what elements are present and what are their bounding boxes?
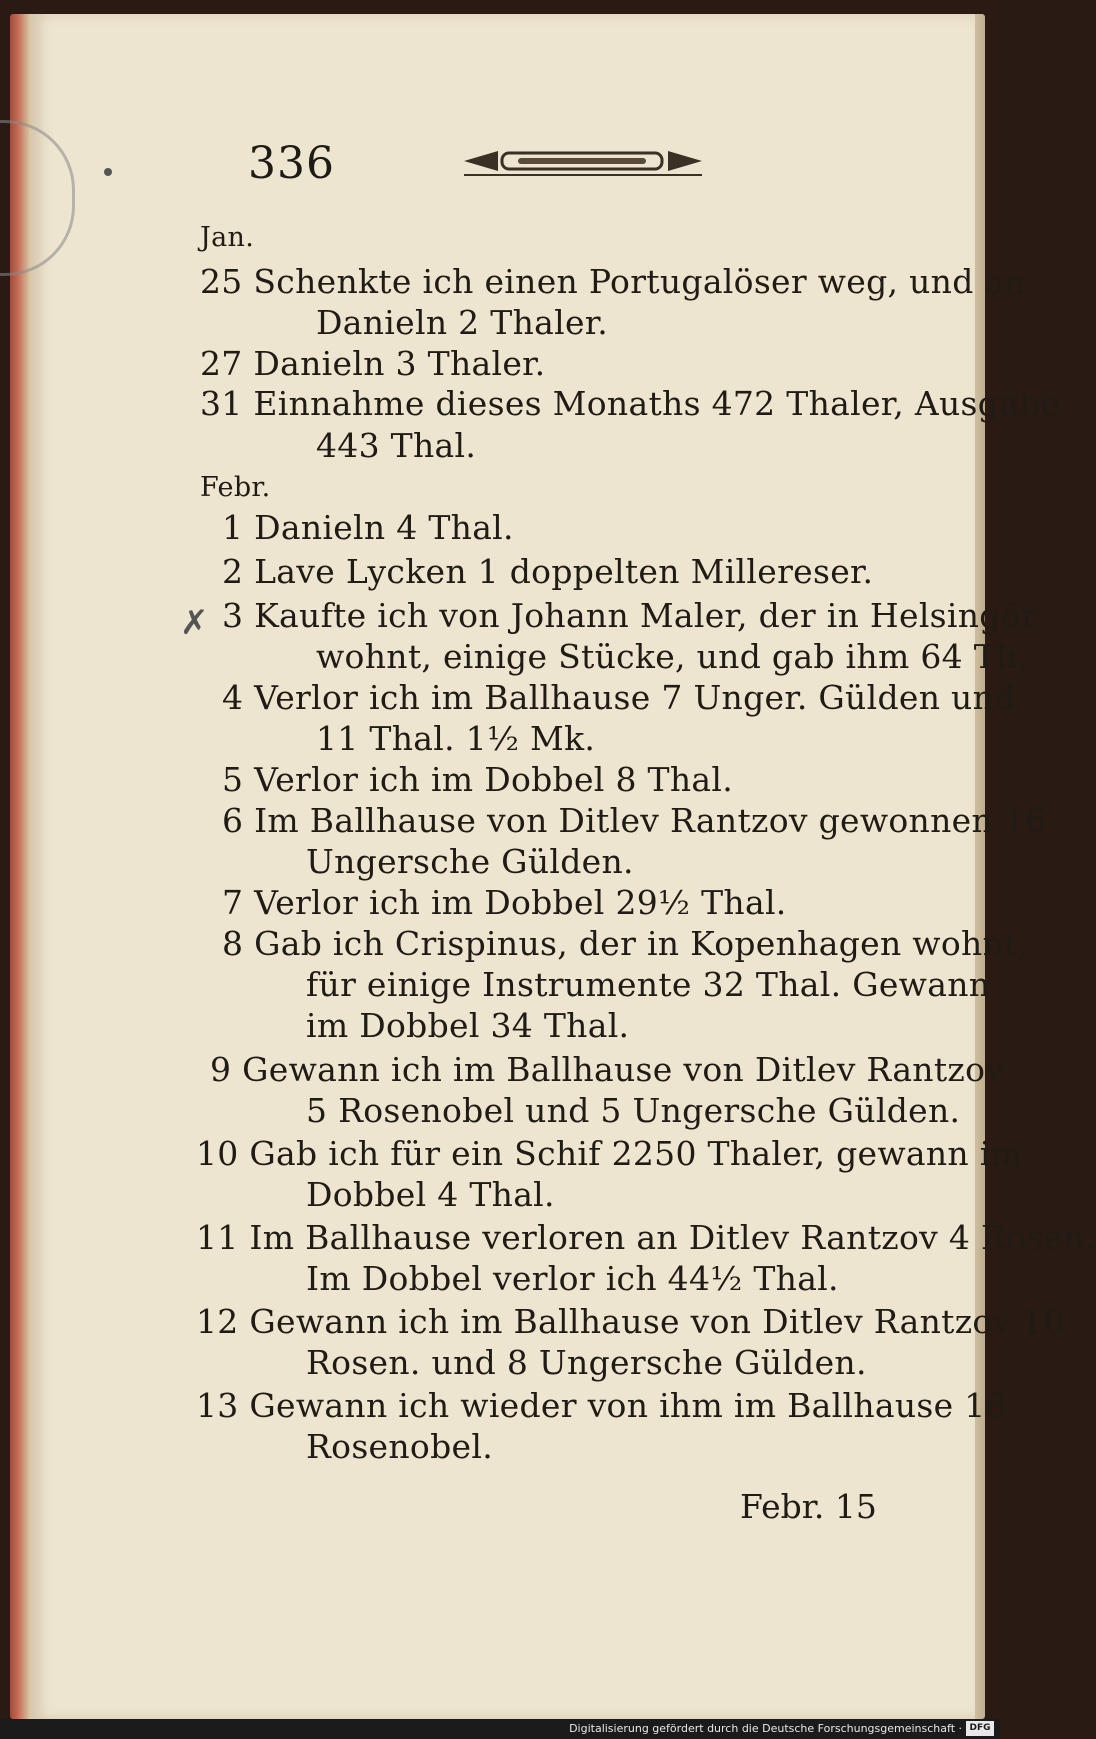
entry-line: 25 Schenkte ich einen Portugalöser weg, und an xyxy=(200,262,1026,301)
month-heading-febr: Febr. xyxy=(200,472,271,503)
entry-line: Dobbel 4 Thal. xyxy=(306,1175,555,1214)
page-number: 336 xyxy=(248,138,335,189)
ornament-rule xyxy=(458,145,708,177)
margin-mark: ✗ xyxy=(180,603,209,643)
entry-line: 11 Im Ballhause verloren an Ditlev Rantzov 4 Rosen. xyxy=(196,1218,1096,1257)
entry-line: Rosenobel. xyxy=(306,1427,493,1466)
entry-line: 2 Lave Lycken 1 doppelten Millereser. xyxy=(222,552,874,591)
entry-line: 1 Danieln 4 Thal. xyxy=(222,508,514,547)
entry-line: wohnt, einige Stücke, und gab ihm 64 Th. xyxy=(316,637,1029,676)
entry-line: 443 Thal. xyxy=(316,426,477,465)
entry-line: 13 Gewann ich wieder von ihm im Ballhause 16 xyxy=(196,1386,1007,1425)
entry-line: Danieln 2 Thaler. xyxy=(316,303,609,342)
entry-line: 5 Rosenobel und 5 Ungersche Gülden. xyxy=(306,1091,961,1130)
entry-line: Im Dobbel verlor ich 44½ Thal. xyxy=(306,1259,839,1298)
entry-line: 12 Gewann ich im Ballhause von Ditlev Rantzov 10 xyxy=(196,1302,1065,1341)
entry-line: 10 Gab ich für ein Schif 2250 Thaler, gewann im xyxy=(196,1134,1023,1173)
entry-line: 31 Einnahme dieses Monaths 472 Thaler, Ausgabe xyxy=(200,384,1061,423)
entry-line: Rosen. und 8 Ungersche Gülden. xyxy=(306,1343,867,1382)
entry-line: im Dobbel 34 Thal. xyxy=(306,1006,630,1045)
entry-line: 4 Verlor ich im Ballhause 7 Unger. Gülden und xyxy=(222,678,1016,717)
dfg-logo-icon: DFG xyxy=(966,1721,994,1736)
entry-line: 11 Thal. 1½ Mk. xyxy=(316,719,596,758)
entry-line: 7 Verlor ich im Dobbel 29½ Thal. xyxy=(222,883,787,922)
catchword: Febr. 15 xyxy=(740,1487,877,1526)
entry-line: 8 Gab ich Crispinus, der in Kopenhagen wohnt, xyxy=(222,924,1029,963)
entry-line: 27 Danieln 3 Thaler. xyxy=(200,344,546,383)
entry-line: für einige Instrumente 32 Thal. Gewann xyxy=(306,965,991,1004)
footer-credit: Digitalisierung gefördert durch die Deutsche Forschungsgemeinschaft · xyxy=(569,1722,962,1735)
paper-spot xyxy=(104,168,112,176)
entry-line: 5 Verlor ich im Dobbel 8 Thal. xyxy=(222,760,734,799)
entry-line: 3 Kaufte ich von Johann Maler, der in Helsingör xyxy=(222,596,1037,635)
entry-line: 9 Gewann ich im Ballhause von Ditlev Rantzov xyxy=(210,1050,1005,1089)
entry-line: Ungersche Gülden. xyxy=(306,842,634,881)
month-heading-jan: Jan. xyxy=(200,222,255,253)
entry-line: 6 Im Ballhause von Ditlev Rantzov gewonnen 16 xyxy=(222,801,1047,840)
